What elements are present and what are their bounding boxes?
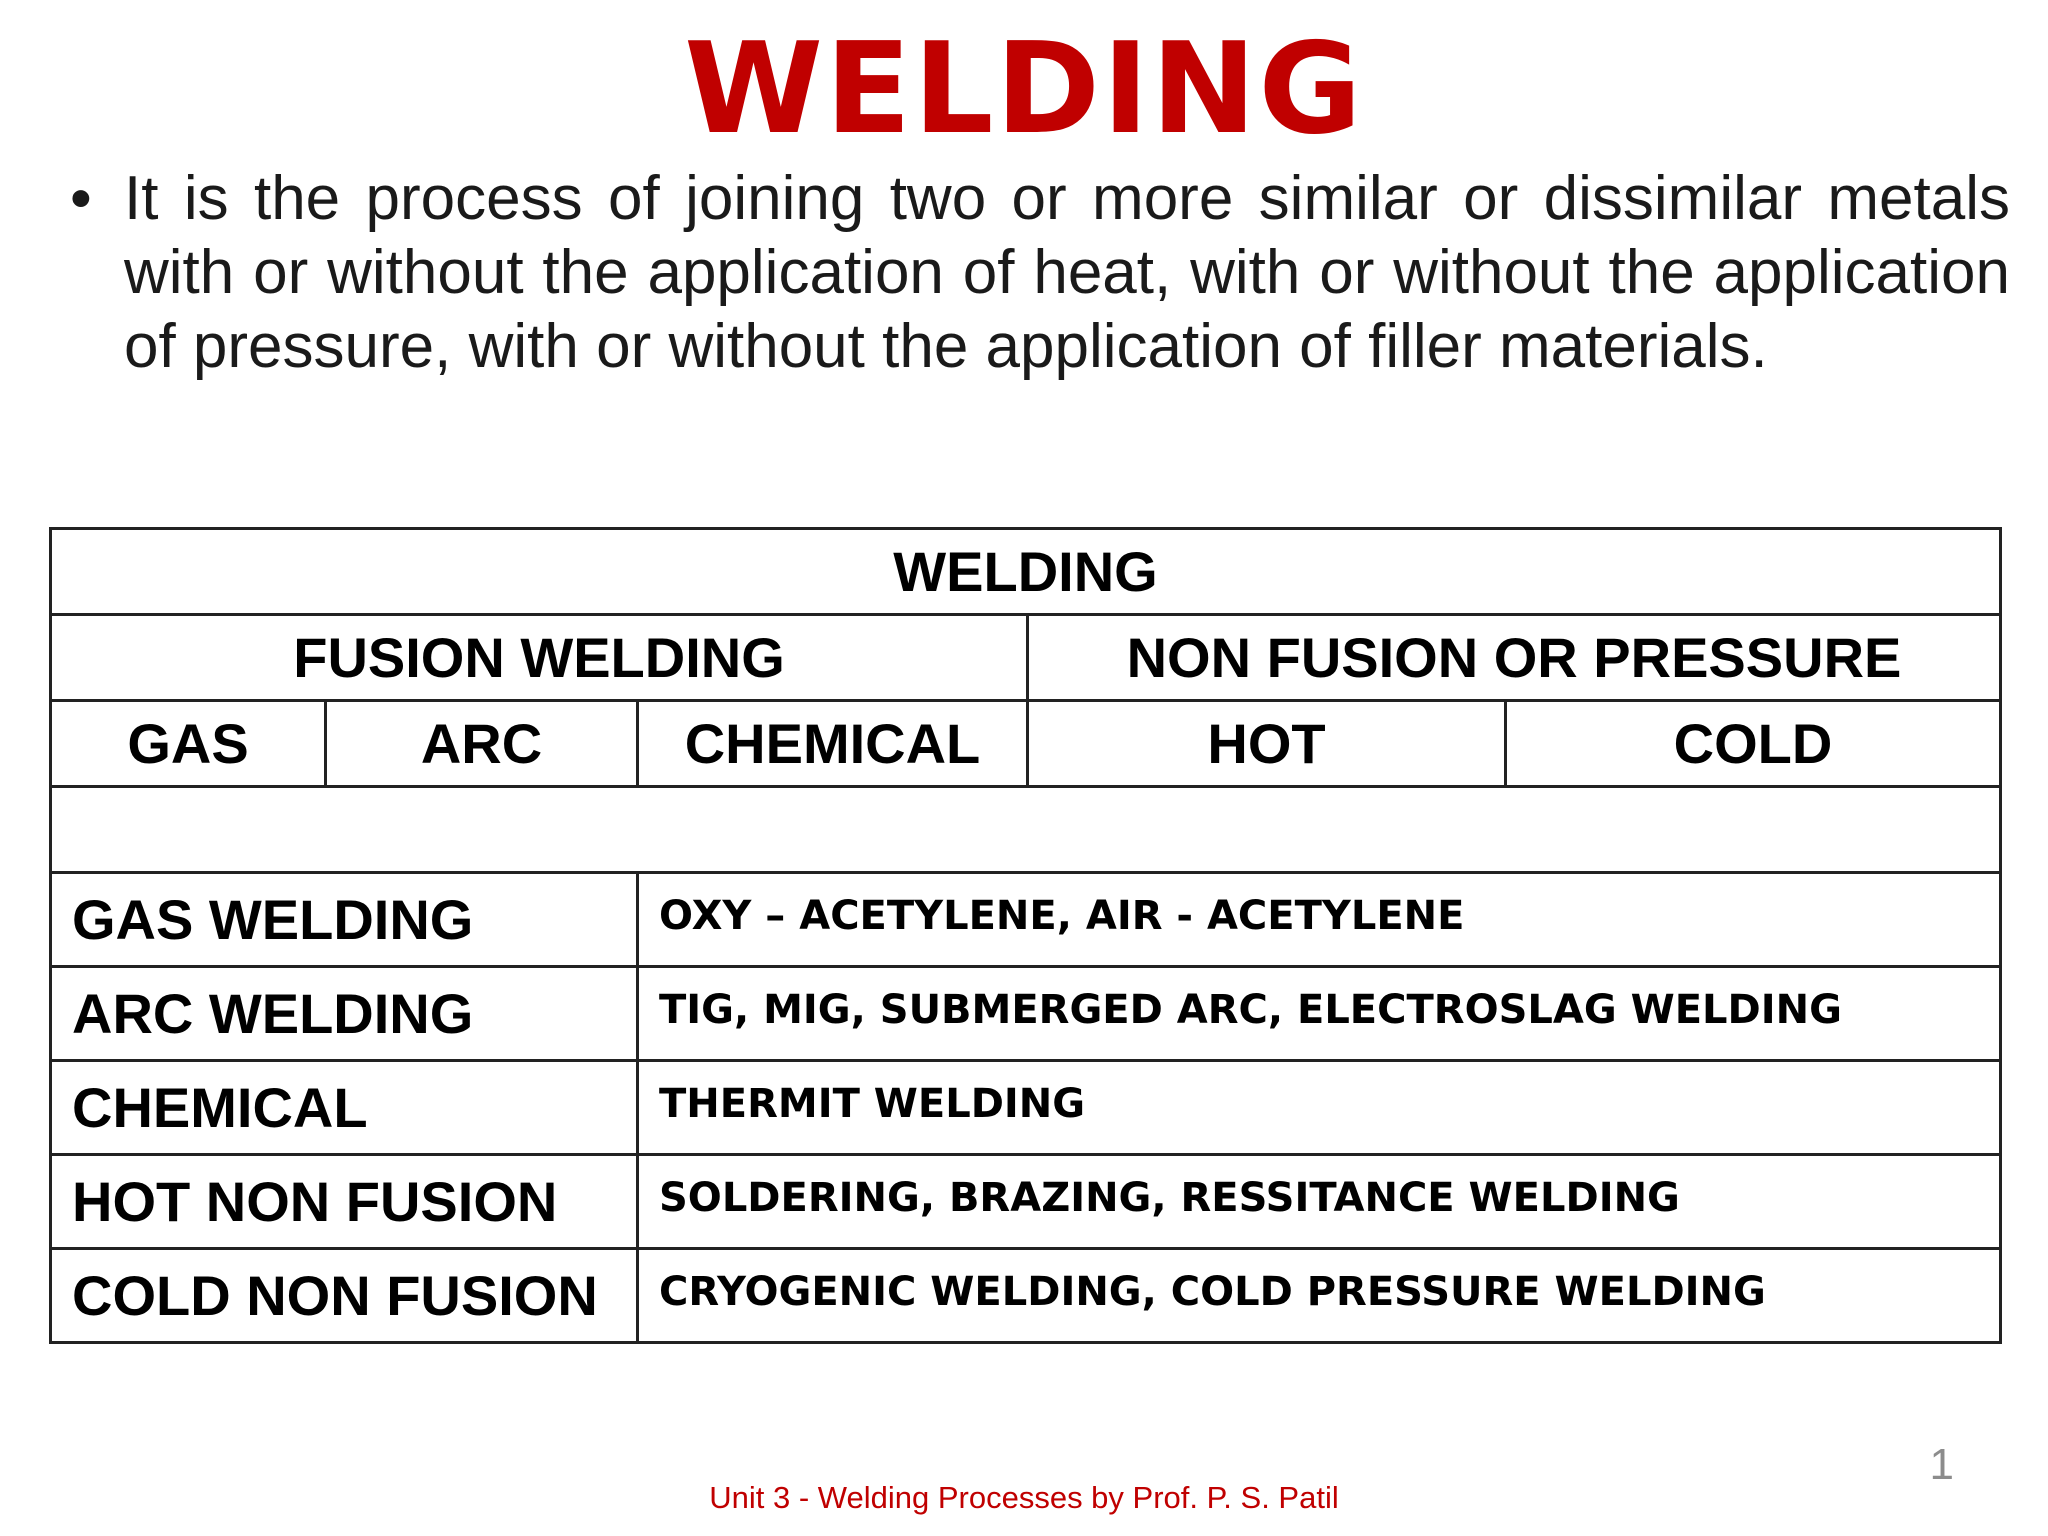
welding-classification-table [49,527,2002,1344]
group-fusion: FUSION WELDING [51,615,1028,701]
row-value: SOLDERING, BRAZING, RESSITANCE WELDING [638,1155,2001,1249]
table-row [51,873,2001,967]
table-title-row [51,529,2001,615]
spacer-row [51,787,2001,873]
subtype-gas: GAS [51,701,326,787]
bullet-marker: • [70,164,92,233]
page-number: 1 [1929,1440,1954,1489]
group-non-fusion: NON FUSION OR PRESSURE [1028,615,2001,701]
row-label: COLD NON FUSION [51,1249,638,1343]
row-value: THERMIT WELDING [638,1061,2001,1155]
subtype-chemical: CHEMICAL [638,701,1028,787]
table-title: WELDING [51,529,2001,615]
subtype-row [51,701,2001,787]
row-value: CRYOGENIC WELDING, COLD PRESSURE WELDING [638,1249,2001,1343]
subtype-arc: ARC [326,701,638,787]
row-label: HOT NON FUSION [51,1155,638,1249]
row-value: OXY – ACETYLENE, AIR - ACETYLENE [638,873,2001,967]
row-value: TIG, MIG, SUBMERGED ARC, ELECTROSLAG WELDING [638,967,2001,1061]
table-row [51,1155,2001,1249]
subtype-hot: HOT [1028,701,1506,787]
empty-cell [51,787,2001,873]
row-label: GAS WELDING [51,873,638,967]
table-row [51,1061,2001,1155]
row-label: CHEMICAL [51,1061,638,1155]
table-row [51,967,2001,1061]
subtype-cold: COLD [1506,701,2001,787]
footer-text: Unit 3 - Welding Processes by Prof. P. S. Patil [709,1480,1339,1515]
table-row [51,1249,2001,1343]
row-label: ARC WELDING [51,967,638,1061]
definition-text: It is the process of joining two or more similar or dissimilar metals with or without the application of heat, with or without the application of pressure, with or without the application of filler materials. [124,164,2010,381]
slide-title: WELDING [684,15,1364,162]
group-row [51,615,2001,701]
